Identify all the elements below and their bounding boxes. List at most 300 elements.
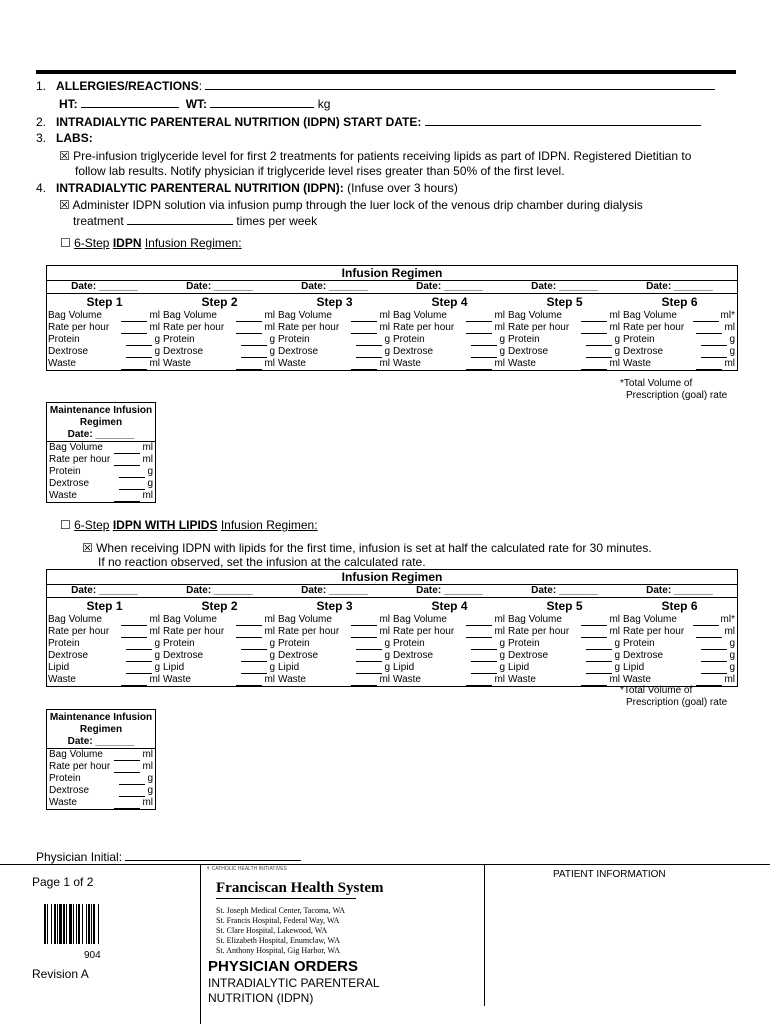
maintenance-regimen-2 bbox=[46, 709, 156, 810]
value-field[interactable] bbox=[351, 323, 377, 334]
regimen-row bbox=[47, 346, 162, 358]
maint-row-unit: ml bbox=[142, 761, 153, 772]
maint-date[interactable]: Date: _______ bbox=[47, 429, 155, 442]
value-field[interactable] bbox=[356, 651, 382, 662]
step-header: Step 2 bbox=[162, 293, 277, 310]
maint-title-1: Maintenance Infusion bbox=[49, 712, 153, 723]
value-field[interactable] bbox=[466, 359, 492, 370]
barcode-bar bbox=[54, 904, 56, 944]
regimen-row bbox=[392, 310, 507, 322]
row-unit: g bbox=[154, 638, 160, 649]
step-date[interactable]: Date: _______ bbox=[416, 585, 483, 596]
table2-total-note: *Total Volume of Prescription (goal) rate bbox=[620, 685, 728, 708]
barcode bbox=[44, 904, 120, 944]
regimen-row bbox=[47, 638, 162, 650]
row-label: Protein bbox=[508, 334, 540, 345]
row-label: Rate per hour bbox=[393, 322, 455, 333]
value-field[interactable] bbox=[581, 311, 607, 322]
maint-row-unit: ml bbox=[142, 490, 153, 501]
row-label: Waste bbox=[48, 674, 76, 685]
maint-row-label: Protein bbox=[49, 466, 81, 477]
row-label: Lipid bbox=[48, 662, 70, 673]
hospital-list bbox=[216, 906, 345, 956]
row-unit: ml bbox=[724, 626, 735, 637]
doc-subtitle-2: NUTRITION (IDPN) bbox=[208, 991, 314, 1005]
maint-value-field[interactable] bbox=[119, 786, 145, 797]
row-label: Dextrose bbox=[623, 650, 664, 661]
regimen-row bbox=[507, 322, 622, 334]
value-field[interactable] bbox=[356, 663, 382, 674]
step-date[interactable]: Date: _______ bbox=[186, 281, 253, 292]
regimen-row bbox=[507, 346, 622, 358]
row-unit: ml* bbox=[720, 614, 735, 625]
value-field[interactable] bbox=[466, 323, 492, 334]
regimen-row bbox=[507, 638, 622, 650]
row-unit: ml bbox=[494, 614, 505, 625]
table2-title: Infusion Regimen bbox=[47, 570, 737, 585]
value-field[interactable] bbox=[693, 311, 719, 322]
row-unit: ml bbox=[379, 614, 390, 625]
labs-text-line2: follow lab results. Notify physician if triglyceride level rises greater than 50% of the first level. bbox=[75, 164, 565, 178]
table1-title: Infusion Regimen bbox=[47, 266, 737, 281]
row-label: Rate per hour bbox=[163, 626, 225, 637]
row-unit: ml bbox=[149, 358, 160, 369]
row-unit: ml bbox=[609, 626, 620, 637]
row-label: Rate per hour bbox=[278, 626, 340, 637]
regimen-row bbox=[162, 322, 277, 334]
regimen-row bbox=[47, 674, 162, 686]
value-field[interactable] bbox=[126, 335, 152, 346]
allergies-field[interactable] bbox=[205, 78, 715, 90]
barcode-bar bbox=[86, 904, 87, 944]
row-unit: g bbox=[729, 638, 735, 649]
row-unit: g bbox=[154, 650, 160, 661]
value-field[interactable] bbox=[696, 627, 722, 638]
row-unit: g bbox=[614, 650, 620, 661]
row-label: Protein bbox=[393, 638, 425, 649]
value-field[interactable] bbox=[241, 347, 267, 358]
maint-value-field[interactable] bbox=[114, 762, 140, 773]
value-field[interactable] bbox=[701, 663, 727, 674]
barcode-bar bbox=[57, 904, 58, 944]
regimen-row bbox=[392, 322, 507, 334]
row-unit: ml bbox=[264, 626, 275, 637]
value-field[interactable] bbox=[701, 639, 727, 650]
lipid-note-line1: ☒ When receiving IDPN with lipids for the first time, infusion is set at half the calculated rate for 30 minutes. bbox=[82, 541, 652, 555]
barcode-number: 904 bbox=[84, 950, 101, 961]
regimen-row bbox=[277, 662, 392, 674]
value-field[interactable] bbox=[241, 639, 267, 650]
lipid-note-checkbox[interactable]: ☒ bbox=[82, 541, 93, 555]
regimen-row bbox=[392, 358, 507, 370]
regimen-row bbox=[162, 674, 277, 686]
value-field[interactable] bbox=[693, 615, 719, 626]
maint-title-2: Regimen bbox=[79, 417, 123, 428]
step-header: Step 5 bbox=[507, 597, 622, 614]
maint-row bbox=[47, 478, 155, 490]
step-date[interactable]: Date: _______ bbox=[646, 585, 713, 596]
value-field[interactable] bbox=[701, 651, 727, 662]
row-label: Waste bbox=[48, 358, 76, 369]
row-unit: ml bbox=[609, 674, 620, 685]
maint-row-unit: g bbox=[147, 466, 153, 477]
maint-title-1: Maintenance Infusion bbox=[49, 405, 153, 416]
weight-field[interactable] bbox=[210, 96, 314, 108]
maint-value-field[interactable] bbox=[114, 491, 140, 502]
times-per-week-field[interactable] bbox=[127, 213, 233, 225]
regimen-row bbox=[507, 310, 622, 322]
value-field[interactable] bbox=[351, 311, 377, 322]
value-field[interactable] bbox=[466, 627, 492, 638]
value-field[interactable] bbox=[356, 335, 382, 346]
value-field[interactable] bbox=[236, 359, 262, 370]
footer-divider-right bbox=[484, 864, 485, 1006]
row-unit: ml bbox=[379, 358, 390, 369]
start-date-field[interactable] bbox=[425, 114, 701, 126]
row-label: Dextrose bbox=[48, 346, 89, 357]
row-unit: ml bbox=[494, 358, 505, 369]
labs-heading: 3. LABS: bbox=[36, 131, 93, 145]
row-label: Bag Volume bbox=[623, 310, 677, 321]
regimen-row bbox=[277, 674, 392, 686]
row-label: Protein bbox=[278, 334, 310, 345]
row-unit: g bbox=[269, 638, 275, 649]
value-field[interactable] bbox=[471, 347, 497, 358]
value-field[interactable] bbox=[581, 323, 607, 334]
maint-row-label: Bag Volume bbox=[49, 749, 103, 760]
row-label: Dextrose bbox=[393, 346, 434, 357]
regimen-row bbox=[277, 346, 392, 358]
maint-date[interactable]: Date: _______ bbox=[47, 736, 155, 749]
step-date[interactable]: Date: _______ bbox=[71, 281, 138, 292]
value-field[interactable] bbox=[471, 663, 497, 674]
row-label: Rate per hour bbox=[623, 322, 685, 333]
administer-line2: treatment times per week bbox=[73, 214, 318, 228]
step-header: Step 6 bbox=[622, 597, 737, 614]
row-unit: g bbox=[384, 662, 390, 673]
step-date[interactable]: Date: _______ bbox=[301, 281, 368, 292]
row-label: Dextrose bbox=[278, 346, 319, 357]
row-label: Waste bbox=[623, 674, 651, 685]
step-column bbox=[47, 281, 162, 370]
value-field[interactable] bbox=[126, 663, 152, 674]
idpn-heading: 4. INTRADIALYTIC PARENTERAL NUTRITION (IDPN): (Infuse over 3 hours) bbox=[36, 181, 458, 195]
row-unit: ml bbox=[149, 614, 160, 625]
regimen-row bbox=[47, 310, 162, 322]
maint-row-unit: ml bbox=[142, 749, 153, 760]
maint-row-label: Waste bbox=[49, 797, 77, 808]
row-unit: ml bbox=[609, 358, 620, 369]
value-field[interactable] bbox=[471, 335, 497, 346]
step-column bbox=[622, 281, 737, 370]
row-label: Dextrose bbox=[508, 346, 549, 357]
regimen-row bbox=[392, 614, 507, 626]
regimen-row bbox=[162, 358, 277, 370]
row-unit: ml bbox=[724, 322, 735, 333]
row-unit: ml bbox=[149, 674, 160, 685]
row-label: Protein bbox=[163, 334, 195, 345]
regimen-row bbox=[277, 614, 392, 626]
row-label: Dextrose bbox=[163, 346, 204, 357]
value-field[interactable] bbox=[351, 359, 377, 370]
maint-value-field[interactable] bbox=[114, 750, 140, 761]
value-field[interactable] bbox=[581, 675, 607, 686]
row-label: Bag Volume bbox=[278, 614, 332, 625]
row-unit: ml bbox=[264, 614, 275, 625]
regimen-row bbox=[392, 334, 507, 346]
administer-checkbox[interactable]: ☒ bbox=[59, 198, 70, 212]
hospital-line: St. Anthony Hospital, Gig Harbor, WA bbox=[216, 946, 340, 955]
row-unit: g bbox=[499, 638, 505, 649]
regimen-row bbox=[392, 346, 507, 358]
value-field[interactable] bbox=[236, 627, 262, 638]
value-field[interactable] bbox=[236, 311, 262, 322]
value-field[interactable] bbox=[696, 323, 722, 334]
row-unit: ml* bbox=[720, 310, 735, 321]
row-label: Protein bbox=[278, 638, 310, 649]
maint-value-field[interactable] bbox=[119, 774, 145, 785]
row-label: Bag Volume bbox=[393, 614, 447, 625]
value-field[interactable] bbox=[586, 347, 612, 358]
step-column bbox=[47, 585, 162, 686]
row-unit: ml bbox=[724, 358, 735, 369]
step-column bbox=[162, 281, 277, 370]
row-unit: ml bbox=[264, 322, 275, 333]
value-field[interactable] bbox=[466, 675, 492, 686]
regimen-row bbox=[392, 638, 507, 650]
regimen-row bbox=[622, 322, 737, 334]
row-label: Bag Volume bbox=[48, 310, 102, 321]
value-field[interactable] bbox=[466, 615, 492, 626]
value-field[interactable] bbox=[701, 347, 727, 358]
row-label: Protein bbox=[163, 638, 195, 649]
value-field[interactable] bbox=[121, 615, 147, 626]
value-field[interactable] bbox=[471, 639, 497, 650]
value-field[interactable] bbox=[586, 663, 612, 674]
row-label: Dextrose bbox=[163, 650, 204, 661]
regimen-row bbox=[47, 358, 162, 370]
regimen-row bbox=[47, 650, 162, 662]
maint-row bbox=[47, 773, 155, 785]
regimen-row bbox=[507, 358, 622, 370]
value-field[interactable] bbox=[241, 335, 267, 346]
row-label: Dextrose bbox=[623, 346, 664, 357]
regimen-row bbox=[622, 614, 737, 626]
table1-total-note: *Total Volume of Prescription (goal) rate bbox=[620, 378, 728, 401]
step-date[interactable]: Date: _______ bbox=[531, 585, 598, 596]
row-label: Bag Volume bbox=[163, 310, 217, 321]
row-label: Waste bbox=[393, 358, 421, 369]
value-field[interactable] bbox=[126, 651, 152, 662]
value-field[interactable] bbox=[351, 675, 377, 686]
regimen-row bbox=[47, 662, 162, 674]
value-field[interactable] bbox=[236, 323, 262, 334]
maint-title-2: Regimen bbox=[79, 724, 123, 735]
footer-divider-left bbox=[200, 864, 201, 1024]
maint-row-unit: g bbox=[147, 785, 153, 796]
step-header: Step 1 bbox=[47, 293, 162, 310]
value-field[interactable] bbox=[126, 347, 152, 358]
regimen-row bbox=[507, 662, 622, 674]
maint-row-label: Bag Volume bbox=[49, 442, 103, 453]
maint-value-field[interactable] bbox=[119, 467, 145, 478]
value-field[interactable] bbox=[126, 639, 152, 650]
revision-label: Revision A bbox=[32, 967, 89, 981]
row-label: Waste bbox=[278, 358, 306, 369]
height-weight-line: HT: WT: kg bbox=[59, 97, 331, 111]
height-field[interactable] bbox=[81, 96, 179, 108]
regimen-row bbox=[622, 310, 737, 322]
doc-subtitle-1: INTRADIALYTIC PARENTERAL bbox=[208, 976, 380, 990]
row-label: Rate per hour bbox=[48, 322, 110, 333]
maint-value-field[interactable] bbox=[114, 455, 140, 466]
value-field[interactable] bbox=[121, 311, 147, 322]
regimen-row bbox=[47, 322, 162, 334]
row-unit: ml bbox=[494, 310, 505, 321]
row-label: Dextrose bbox=[393, 650, 434, 661]
row-unit: g bbox=[499, 650, 505, 661]
step-date[interactable]: Date: _______ bbox=[301, 585, 368, 596]
step-date[interactable]: Date: _______ bbox=[531, 281, 598, 292]
row-label: Waste bbox=[508, 358, 536, 369]
row-label: Bag Volume bbox=[163, 614, 217, 625]
row-label: Rate per hour bbox=[508, 322, 570, 333]
regimen2-heading: ☐ 6-Step IDPN WITH LIPIDS Infusion Regimen: bbox=[60, 518, 318, 532]
barcode-bar bbox=[73, 904, 74, 944]
regimen-row bbox=[162, 662, 277, 674]
row-unit: g bbox=[729, 334, 735, 345]
value-field[interactable] bbox=[586, 639, 612, 650]
row-unit: g bbox=[269, 650, 275, 661]
regimen-row bbox=[277, 322, 392, 334]
value-field[interactable] bbox=[471, 651, 497, 662]
step-header: Step 3 bbox=[277, 293, 392, 310]
regimen-row bbox=[392, 650, 507, 662]
row-label: Lipid bbox=[508, 662, 530, 673]
value-field[interactable] bbox=[236, 615, 262, 626]
maint-value-field[interactable] bbox=[114, 443, 140, 454]
value-field[interactable] bbox=[121, 323, 147, 334]
value-field[interactable] bbox=[351, 627, 377, 638]
barcode-bar bbox=[76, 904, 77, 944]
hospital-line: St. Joseph Medical Center, Tacoma, WA bbox=[216, 906, 346, 915]
regimen-row bbox=[162, 310, 277, 322]
maint-row-label: Rate per hour bbox=[49, 761, 111, 772]
barcode-bar bbox=[59, 904, 62, 944]
value-field[interactable] bbox=[356, 639, 382, 650]
value-field[interactable] bbox=[586, 651, 612, 662]
value-field[interactable] bbox=[241, 663, 267, 674]
row-label: Rate per hour bbox=[48, 626, 110, 637]
step-date[interactable]: Date: _______ bbox=[71, 585, 138, 596]
row-label: Rate per hour bbox=[278, 322, 340, 333]
org-small-label: ✝ CATHOLIC HEALTH INITIATIVES bbox=[206, 866, 287, 872]
value-field[interactable] bbox=[121, 627, 147, 638]
row-unit: g bbox=[729, 662, 735, 673]
value-field[interactable] bbox=[356, 347, 382, 358]
row-unit: ml bbox=[494, 674, 505, 685]
value-field[interactable] bbox=[581, 615, 607, 626]
maint-value-field[interactable] bbox=[119, 479, 145, 490]
step-date[interactable]: Date: _______ bbox=[186, 585, 253, 596]
physician-initial-field[interactable] bbox=[125, 849, 301, 861]
row-label: Bag Volume bbox=[508, 310, 562, 321]
row-label: Protein bbox=[393, 334, 425, 345]
regimen-row bbox=[162, 638, 277, 650]
regimen-row bbox=[277, 626, 392, 638]
step-date[interactable]: Date: _______ bbox=[646, 281, 713, 292]
row-unit: ml bbox=[609, 310, 620, 321]
value-field[interactable] bbox=[236, 675, 262, 686]
regimen1-checkbox[interactable]: ☐ bbox=[60, 236, 71, 250]
maint-row bbox=[47, 749, 155, 761]
maint-row-unit: ml bbox=[142, 442, 153, 453]
regimen-row bbox=[162, 334, 277, 346]
value-field[interactable] bbox=[696, 359, 722, 370]
step-header: Step 6 bbox=[622, 293, 737, 310]
maint-row bbox=[47, 797, 155, 809]
row-label: Rate per hour bbox=[163, 322, 225, 333]
row-unit: g bbox=[269, 662, 275, 673]
regimen-row bbox=[622, 334, 737, 346]
value-field[interactable] bbox=[121, 675, 147, 686]
row-label: Waste bbox=[278, 674, 306, 685]
maint-row-unit: g bbox=[147, 478, 153, 489]
regimen-row bbox=[622, 346, 737, 358]
hospital-line: St. Elizabeth Hospital, Enumclaw, WA bbox=[216, 936, 340, 945]
maint-row bbox=[47, 785, 155, 797]
row-unit: g bbox=[154, 346, 160, 357]
row-label: Bag Volume bbox=[508, 614, 562, 625]
regimen-row bbox=[277, 310, 392, 322]
row-unit: g bbox=[499, 662, 505, 673]
labs-checkbox[interactable]: ☒ bbox=[59, 149, 70, 163]
row-unit: g bbox=[384, 346, 390, 357]
row-label: Rate per hour bbox=[623, 626, 685, 637]
barcode-bar bbox=[63, 904, 65, 944]
value-field[interactable] bbox=[586, 335, 612, 346]
value-field[interactable] bbox=[121, 359, 147, 370]
barcode-bar bbox=[66, 904, 67, 944]
value-field[interactable] bbox=[466, 311, 492, 322]
row-label: Protein bbox=[623, 638, 655, 649]
allergies-line: 1. ALLERGIES/REACTIONS: bbox=[36, 78, 715, 93]
value-field[interactable] bbox=[581, 627, 607, 638]
row-unit: g bbox=[384, 638, 390, 649]
barcode-bar bbox=[51, 904, 52, 944]
row-unit: ml bbox=[494, 322, 505, 333]
maint-value-field[interactable] bbox=[114, 798, 140, 809]
infusion-regimen-table-1 bbox=[46, 265, 738, 371]
row-label: Dextrose bbox=[278, 650, 319, 661]
value-field[interactable] bbox=[581, 359, 607, 370]
regimen2-checkbox[interactable]: ☐ bbox=[60, 518, 71, 532]
regimen-row bbox=[162, 626, 277, 638]
hospital-line: St. Clare Hospital, Lakewood, WA bbox=[216, 926, 328, 935]
step-date[interactable]: Date: _______ bbox=[416, 281, 483, 292]
labs-checkbox-line: ☒ Pre-infusion triglyceride level for first 2 treatments for patients receiving lipids as part of IDPN. Registered Dietitian to bbox=[59, 149, 692, 163]
step-column bbox=[277, 585, 392, 686]
value-field[interactable] bbox=[241, 651, 267, 662]
regimen-row bbox=[162, 346, 277, 358]
value-field[interactable] bbox=[701, 335, 727, 346]
step-column bbox=[162, 585, 277, 686]
row-unit: ml bbox=[149, 626, 160, 637]
maint-row-label: Protein bbox=[49, 773, 81, 784]
hospital-line: St. Francis Hospital, Federal Way, WA bbox=[216, 916, 340, 925]
value-field[interactable] bbox=[351, 615, 377, 626]
row-unit: ml bbox=[379, 626, 390, 637]
